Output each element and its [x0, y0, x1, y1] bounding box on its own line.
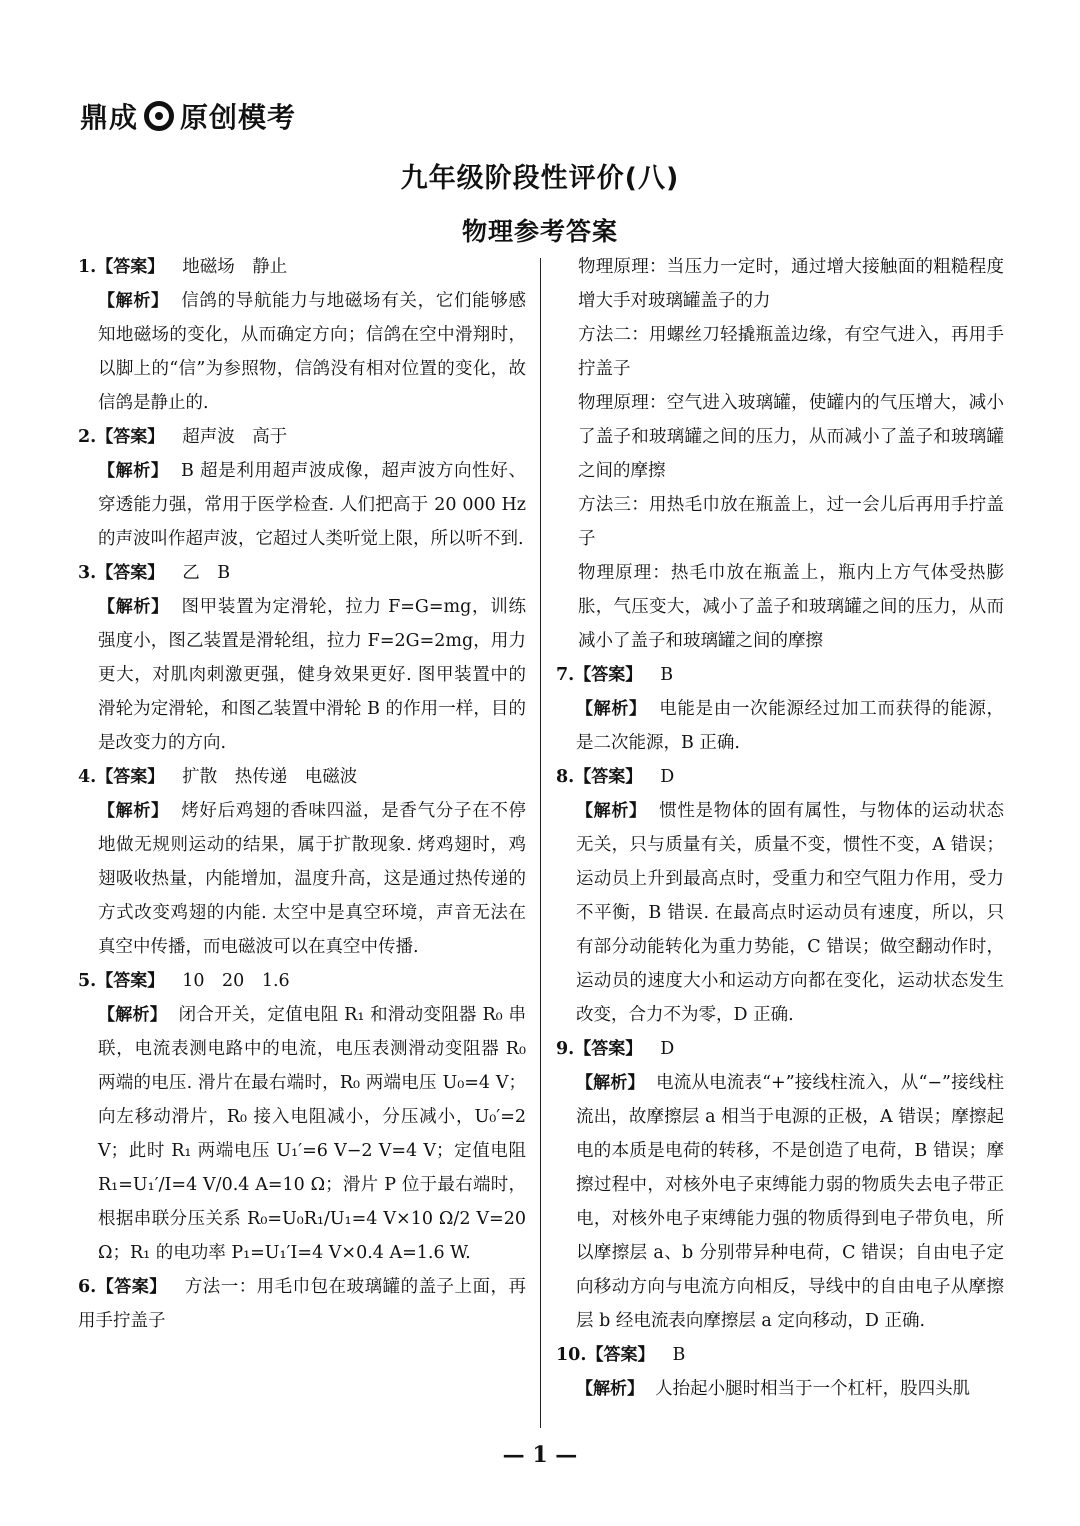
- question-number: 5.: [78, 971, 97, 991]
- analysis-label: 【解析】: [576, 1073, 645, 1093]
- answer-value: D: [660, 1039, 675, 1059]
- answer-label: 【答案】: [96, 563, 165, 583]
- question-number: 6.: [78, 1277, 97, 1297]
- analysis-label: 【解析】: [98, 1005, 167, 1025]
- analysis-text: 电流从电流表“+”接线柱流入，从“−”接线柱流出，故摩擦层 a 相当于电源的正极，A 错误；摩擦起电的本质是电荷的转移，不是创造了电荷，B 错误；摩擦过程中，对核外电子束缚能力弱的物质失去电子带正电，对核外电子束缚能力强的物质得到电子带负电，所以摩擦层 a、b 分别带异种电荷，C 错误；自由电子定向移动方向与电流方向相反，导线中的自由电子从摩擦层 b 经电流表向摩擦层 a 定向移动，D 正确.: [576, 1073, 1004, 1331]
- answer-label: 【答案】: [574, 1039, 643, 1059]
- analysis-label: 【解析】: [98, 597, 169, 617]
- question-3: [78, 556, 526, 760]
- answer-value: 地磁场 静止: [182, 257, 288, 277]
- question-4: [78, 760, 526, 964]
- answer-value: 10 20 1.6: [182, 971, 290, 991]
- answer-label: 【答案】: [574, 767, 643, 787]
- analysis-text: 闭合开关，定值电阻 R₁ 和滑动变阻器 R₀ 串联，电流表测电路中的电流，电压表测滑动变阻器 R₀ 两端的电压. 滑片在最右端时，R₀ 两端电压 U₀=4 V；向左移动滑片，R₀ 接入电阻减小，分压减小，U₀′=2 V；此时 R₁ 两端电压 U₁′=6 V−2 V=4 V；定值电阻 R₁=U₁′/I=4 V/0.4 A=10 Ω；滑片 P 位于最右端时，根据串联分压关系 R₀=U₀R₁/U₁=4 V×10 Ω/2 V=20 Ω；R₁ 的电功率 P₁=U₁′I=4 V×0.4 A=1.6 W.: [98, 1005, 526, 1263]
- answer-value: 方法一：用毛巾包在玻璃罐的盖子上面，再用手拧盖子: [78, 1277, 527, 1331]
- answer-value: 扩散 热传递 电磁波: [182, 767, 358, 787]
- question-number: 10.: [556, 1345, 587, 1365]
- question-5: [78, 964, 526, 1270]
- answer-label: 【答案】: [574, 665, 643, 685]
- question-number: 1.: [78, 257, 97, 277]
- question-10: [556, 1338, 1004, 1406]
- answer-label: 【答案】: [96, 767, 165, 787]
- analysis-label: 【解析】: [98, 291, 169, 311]
- answer-value: 乙 B: [182, 563, 231, 583]
- question-number: 4.: [78, 767, 97, 787]
- continuation-paragraph: 方法三：用热毛巾放在瓶盖上，过一会儿后再用手拧盖子: [578, 495, 1004, 549]
- analysis-label: 【解析】: [98, 801, 169, 821]
- question-6: [78, 1270, 526, 1338]
- page-title: 九年级阶段性评价(八): [400, 163, 680, 194]
- answer-label: 【答案】: [96, 427, 165, 447]
- question-8: [556, 760, 1004, 1032]
- question-6-continued: [556, 250, 1004, 658]
- analysis-text: 电能是由一次能源经过加工而获得的能源，是二次能源，B 正确.: [576, 699, 1005, 753]
- analysis-text: B 超是利用超声波成像，超声波方向性好、穿透能力强，常用于医学检查. 人们把高于 20 000 Hz 的声波叫作超声波，它超过人类听觉上限，所以听不到.: [98, 461, 526, 549]
- question-1: [78, 250, 526, 420]
- analysis-text: 惯性是物体的固有属性，与物体的运动状态无关，只与质量有关，质量不变，惯性不变，A 错误；运动员上升到最高点时，受重力和空气阻力作用，受力不平衡，B 错误. 在最高点时运动员有速度，所以，只有部分动能转化为重力势能，C 错误；做空翻动作时，运动员的速度大小和运动方向都在变化，运动状态发生改变，合力不为零，D 正确.: [576, 801, 1005, 1025]
- analysis-text: 人抬起小腿时相当于一个杠杆，股四头肌: [655, 1379, 971, 1399]
- question-9: [556, 1032, 1004, 1338]
- question-2: [78, 420, 526, 556]
- question-number: 9.: [556, 1039, 575, 1059]
- analysis-text: 图甲装置为定滑轮，拉力 F=G=mg，训练强度小，图乙装置是滑轮组，拉力 F=2G=2mg，用力更大，对肌肉刺激更强，健身效果更好. 图甲装置中的滑轮为定滑轮，和图乙装置中滑轮 B 的作用一样，目的是改变力的方向.: [98, 597, 526, 753]
- question-number: 7.: [556, 665, 575, 685]
- question-7: [556, 658, 1004, 760]
- answer-label: 【答案】: [586, 1345, 655, 1365]
- question-number: 8.: [556, 767, 575, 787]
- right-column: [556, 250, 1004, 1406]
- answer-value: B: [660, 665, 674, 685]
- answer-value: B: [672, 1345, 686, 1365]
- analysis-label: 【解析】: [576, 801, 647, 821]
- answer-label: 【答案】: [96, 1277, 167, 1297]
- question-number: 3.: [78, 563, 97, 583]
- analysis-label: 【解析】: [576, 699, 647, 719]
- left-column: [78, 250, 526, 1338]
- column-divider: [540, 258, 541, 1428]
- page-subtitle: 物理参考答案: [461, 217, 618, 246]
- question-number: 2.: [78, 427, 97, 447]
- page-number: — 1 —: [502, 1442, 578, 1468]
- continuation-paragraph: 方法二：用螺丝刀轻撬瓶盖边缘，有空气进入，再用手拧盖子: [578, 325, 1004, 379]
- logo-text-left: 鼎成: [80, 101, 139, 134]
- answer-value: D: [660, 767, 675, 787]
- logo-text-right: 原创模考: [180, 101, 297, 134]
- answer-value: 超声波 高于: [182, 427, 288, 447]
- analysis-label: 【解析】: [576, 1379, 644, 1399]
- continuation-paragraph: 物理原理：热毛巾放在瓶盖上，瓶内上方气体受热膨胀，气压变大，减小了盖子和玻璃罐之间的压力，从而减小了盖子和玻璃罐之间的摩擦: [578, 563, 1004, 651]
- analysis-text: 烤好后鸡翅的香味四溢，是香气分子在不停地做无规则运动的结果，属于扩散现象. 烤鸡翅时，鸡翅吸收热量，内能增加，温度升高，这是通过热传递的方式改变鸡翅的内能. 太空中是真空环境，声音无法在真空中传播，而电磁波可以在真空中传播.: [98, 801, 527, 957]
- answer-label: 【答案】: [96, 971, 165, 991]
- analysis-text: 信鸽的导航能力与地磁场有关，它们能够感知地磁场的变化，从而确定方向；信鸽在空中滑翔时，以脚上的“信”为参照物，信鸽没有相对位置的变化，故信鸽是静止的.: [98, 291, 527, 413]
- continuation-paragraph: 物理原理：空气进入玻璃罐，使罐内的气压增大，减小了盖子和玻璃罐之间的压力，从而减小了盖子和玻璃罐之间的摩擦: [578, 393, 1004, 481]
- analysis-label: 【解析】: [98, 461, 169, 481]
- target-logo-icon: [144, 101, 174, 131]
- answer-label: 【答案】: [96, 257, 165, 277]
- brand-logo: [80, 96, 296, 136]
- continuation-paragraph: 物理原理：当压力一定时，通过增大接触面的粗糙程度增大手对玻璃罐盖子的力: [578, 257, 1004, 311]
